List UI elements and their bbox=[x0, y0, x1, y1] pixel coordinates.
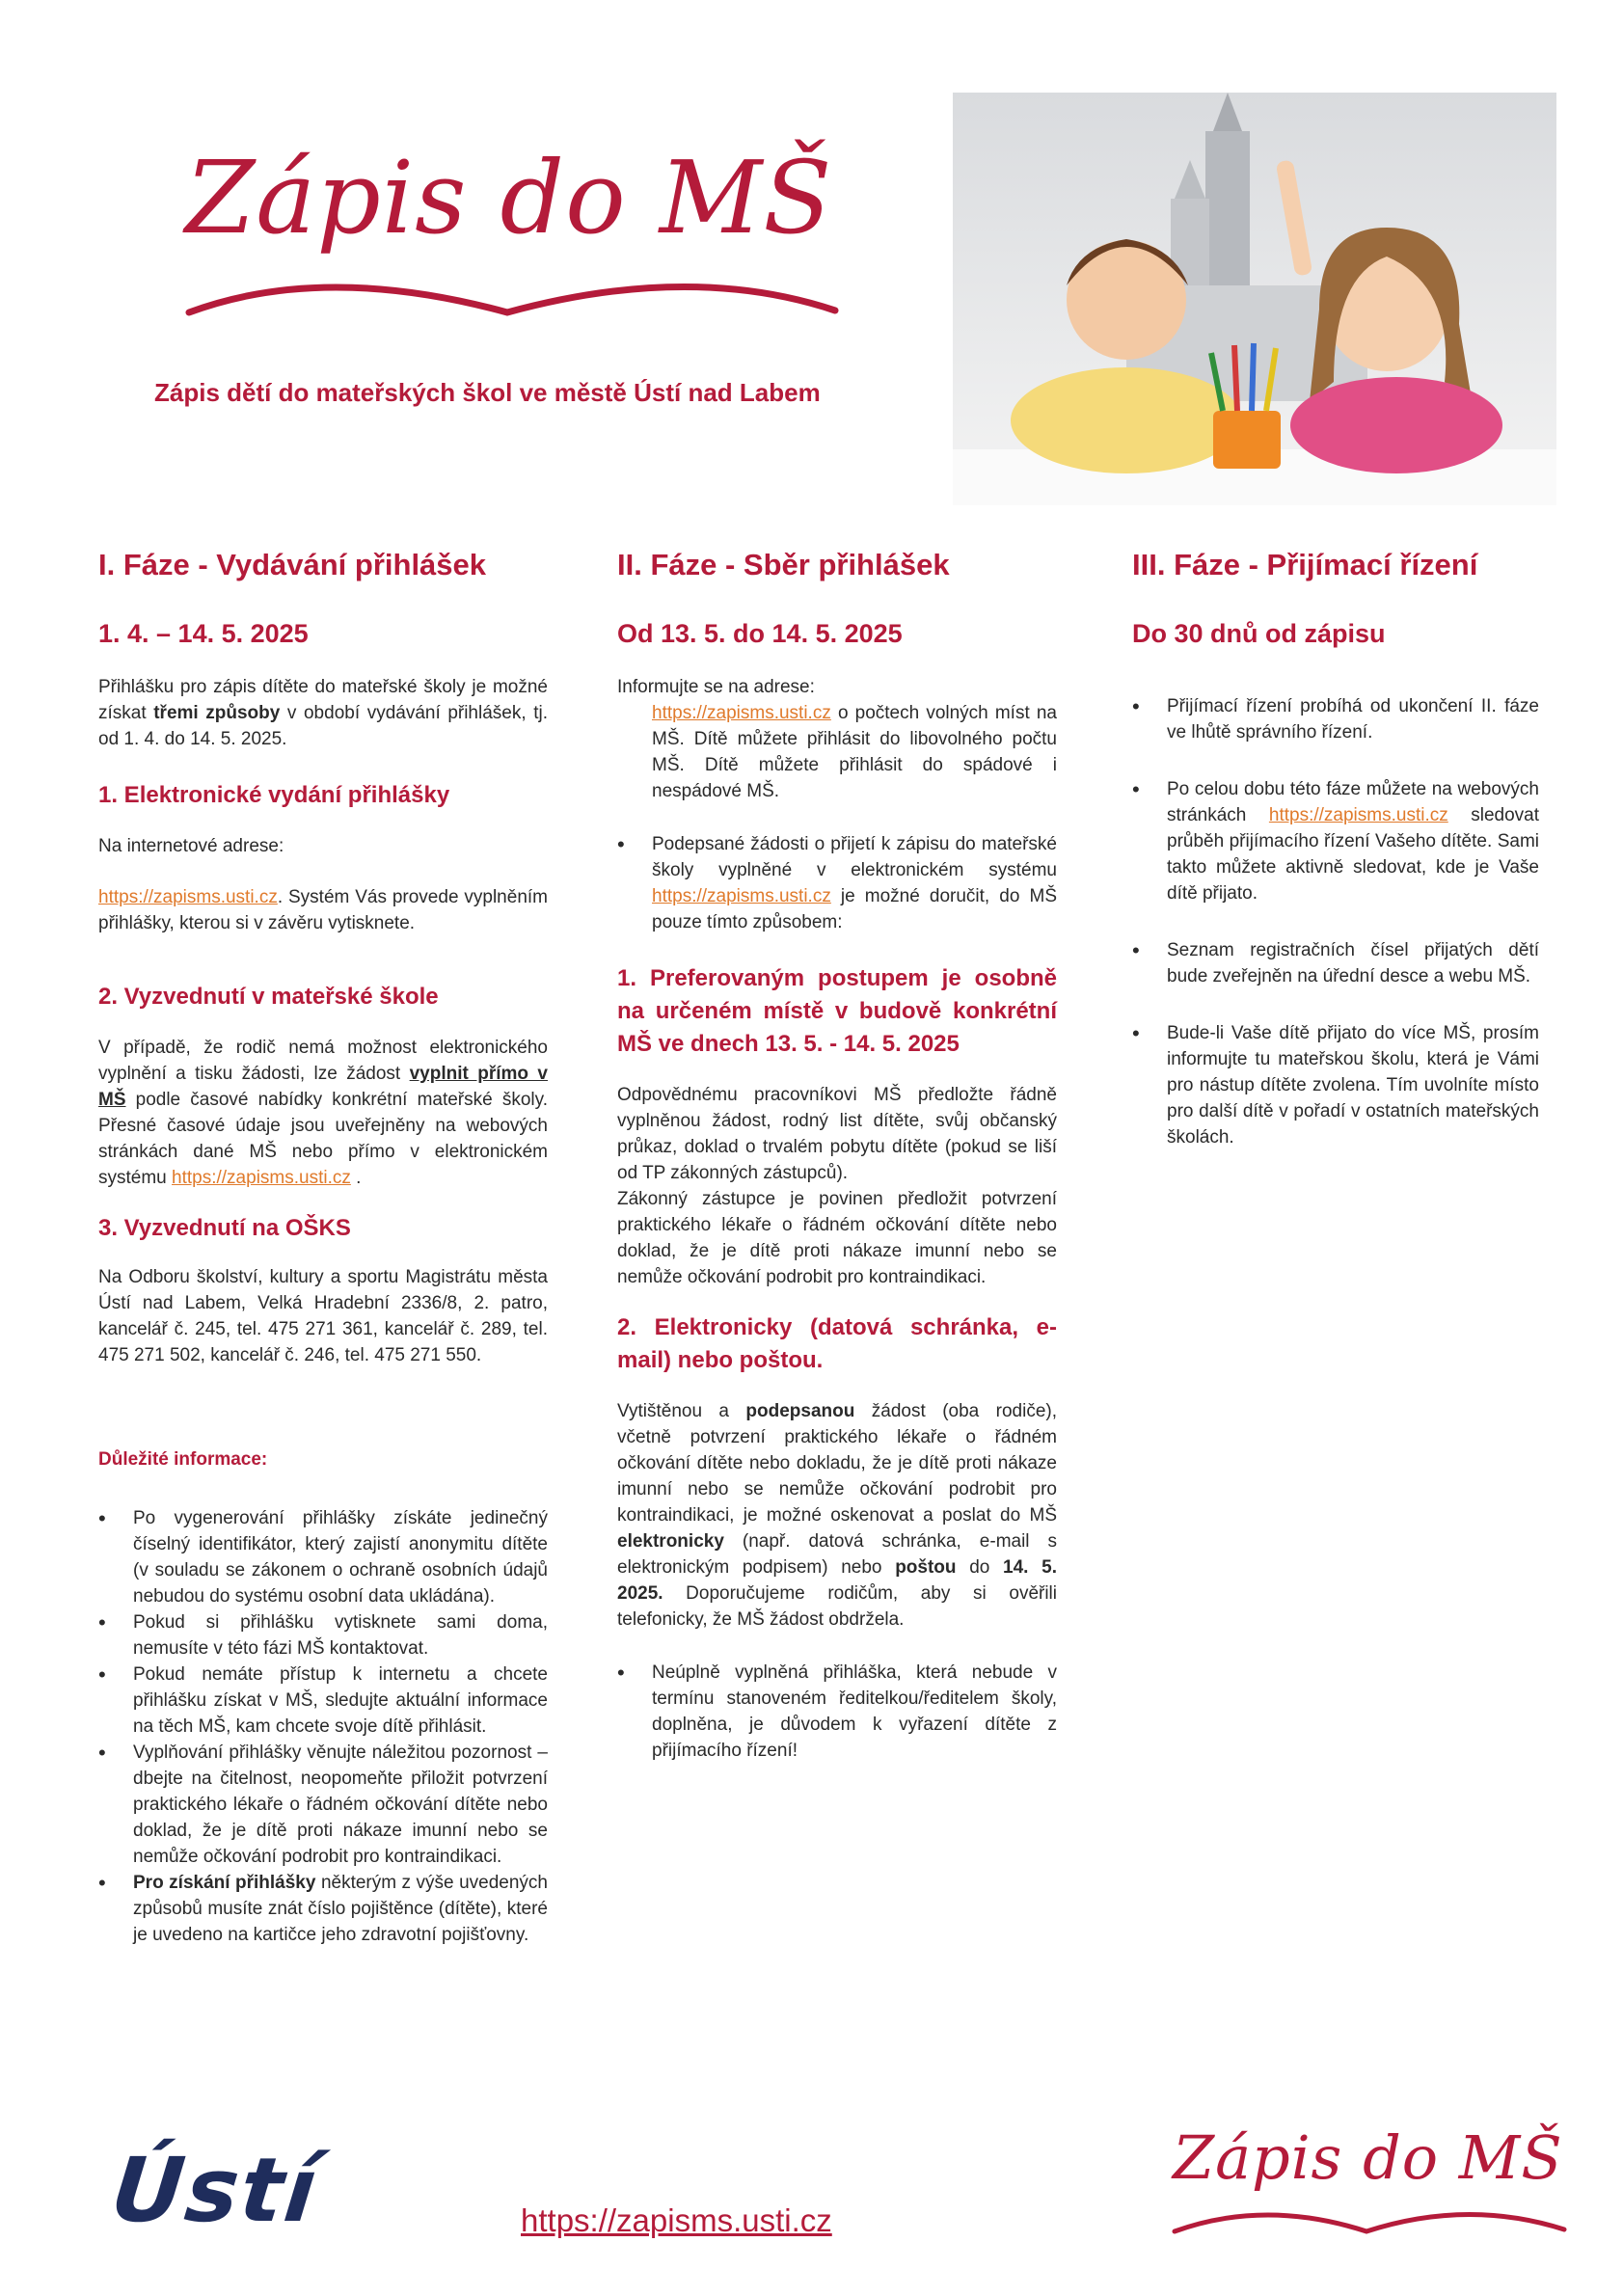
phase-3-title: III. Fáze - Přijímací řízení bbox=[1132, 548, 1478, 581]
city-logo-text: Ústí bbox=[106, 2139, 323, 2242]
section-electronic-text: Na internetové adrese: bbox=[98, 836, 284, 856]
zapisms-link[interactable]: https://zapisms.usti.cz bbox=[172, 1168, 351, 1188]
book-swoosh-icon bbox=[179, 262, 854, 330]
important-info-list bbox=[98, 1505, 548, 1948]
phase-2-date: Od 13. 5. do 14. 5. 2025 bbox=[617, 619, 903, 648]
section-personal-text: Odpovědnému pracovníkovi MŠ předložte řádně vyplněnou žádost, rodný list dítěte, svůj občanský průkaz, doklad o trvalém pobytu dítěte (pokud se liší od TP zákonných zástupců). bbox=[617, 1085, 1057, 1183]
zapisms-link[interactable]: https://zapisms.usti.cz bbox=[1268, 805, 1448, 825]
logo-text: Zápis do MŠ bbox=[185, 139, 833, 257]
list-item: • Neúplně vyplněná přihláška, která nebude v termínu stanoveném ředitelkou/ředitelem školy, doplněna, je důvodem k vyřazení dítěte z přijímacího řízení! bbox=[617, 1660, 1057, 1764]
phase-2-list bbox=[617, 831, 1057, 935]
section-pickup-ms-text: V případě, že rodič nemá možnost elektronického vyplnění a tisku žádosti, lze žádost vyplnit přímo v MŠ podle časové nabídky konkrétní mateřské školy. Přesné časové údaje jsou uveřejněny na webových stránkách dané MŠ nebo přímo v elektronickém systému https://zapisms.usti.cz . bbox=[98, 1038, 549, 1188]
important-info-title: Důležité informace: bbox=[98, 1449, 268, 1470]
phase-2-inform-detail: https://zapisms.usti.cz o počtech volných míst na MŠ. Dítě můžete přihlásit do libovolného počtu MŠ. Dítě můžete přihlásit do spádové i nespádové MŠ. bbox=[652, 703, 1057, 801]
section-pickup-ms-title: 2. Vyzvednutí v mateřské škole bbox=[98, 984, 439, 1010]
footer-logo bbox=[1169, 2120, 1574, 2245]
children-photo bbox=[953, 93, 1556, 505]
list-item: • Vyplňování přihlášky věnujte náležitou pozornost – dbejte na čitelnost, neopomeňte přiložit potvrzení praktického lékaře o řádném očkování dítěte nebo doklad, že je dítě proti nákaze imunní nebo se nemůže očkování podrobit pro kontraindikaci. bbox=[98, 1740, 548, 1870]
zapisms-link[interactable]: https://zapisms.usti.cz bbox=[652, 886, 831, 906]
list-item: • Po celou dobu této fáze můžete na webových stránkách https://zapisms.usti.cz sledovat průběh přijímacího řízení Vašeho dítěte. Sami takto můžete aktivně sledovat, kde je Vaše dítě přijato. bbox=[1132, 776, 1539, 906]
header-subtitle: Zápis dětí do mateřských škol ve městě Ústí nad Labem bbox=[154, 378, 821, 407]
section-personal-text-2: Zákonný zástupce je povinen předložit potvrzení praktického lékaře o řádném očkování dítěte nebo doklad, že je dítě proti nákaze imunní nebo se nemůže očkování podrobit pro kontraindikaci. bbox=[617, 1189, 1057, 1287]
header-logo bbox=[179, 135, 854, 338]
phase-2-title: II. Fáze - Sběr přihlášek bbox=[617, 548, 950, 581]
city-logo bbox=[106, 2139, 430, 2242]
list-item: • Přijímací řízení probíhá od ukončení II. fáze ve lhůtě správního řízení. bbox=[1132, 693, 1539, 745]
phase-3-date: Do 30 dnů od zápisu bbox=[1132, 619, 1386, 648]
column-phase-1 bbox=[98, 548, 548, 1948]
phase-2-inform: Informujte se na adrese: bbox=[617, 677, 815, 697]
phase-1-date: 1. 4. – 14. 5. 2025 bbox=[98, 619, 309, 648]
book-swoosh-icon bbox=[1169, 2199, 1574, 2241]
footer-logo-text: Zápis do MŠ bbox=[1173, 2122, 1563, 2193]
list-item: • Pro získání přihlášky některým z výše uvedených způsobů musíte znát číslo pojištěnce (dítěte), které je uvedeno na kartičce jeho zdravotní pojišťovny. bbox=[98, 1870, 548, 1948]
column-phase-3 bbox=[1132, 548, 1539, 1150]
column-phase-2 bbox=[617, 548, 1057, 1764]
section-pickup-osks-text: Na Odboru školství, kultury a sportu Magistrátu města Ústí nad Labem, Velká Hradební 2336/8, 2. patro, kancelář č. 245, tel. 475 271 361, kancelář č. 289, tel. 475 271 502, kancelář č. 246, tel. 475 271 550. bbox=[98, 1267, 548, 1365]
list-item: • Bude-li Vaše dítě přijato do více MŠ, prosím informujte tu mateřskou školu, která je Vámi pro nástup dítěte zvolena. Tím uvolníte místo pro další dítě v pořadí v ostatních mateřských školách. bbox=[1132, 1020, 1539, 1150]
section-personal-title: 1. Preferovaným postupem je osobně na určeném místě v budově konkrétní MŠ ve dnech 13. 5. - 14. 5. 2025 bbox=[617, 965, 1057, 1057]
section-electronic-title: 1. Elektronické vydání přihlášky bbox=[98, 782, 450, 808]
footer-url-link[interactable]: https://zapisms.usti.cz bbox=[521, 2202, 832, 2238]
zapisms-link[interactable]: https://zapisms.usti.cz bbox=[652, 703, 831, 723]
phase-1-intro: Přihlášku pro zápis dítěte do mateřské školy je možné získat třemi způsoby v období vydávání přihlášek, tj. od 1. 4. do 14. 5. 2025. bbox=[98, 677, 548, 749]
section-electronic-post-text: Vytištěnou a podepsanou žádost (oba rodiče), včetně potvrzení praktického lékaře o řádném očkování dítěte nebo dokladu, že je dítě proti nákaze imunní nebo se nemůže očkování podrobit pro kontraindikaci, je možné oskenovat a poslat do MŠ elektronicky (např. datová schránka, e-mail s elektronickým podpisem) nebo poštou do 14. 5. 2025. Doporučujeme rodičům, aby si ověřili telefonicky, že MŠ žádost obdržela. bbox=[617, 1401, 1057, 1630]
list-item: • Pokud nemáte přístup k internetu a chcete přihlášku získat v MŠ, sledujte aktuální informace na těch MŠ, kam chcete svoje dítě přihlásit. bbox=[98, 1661, 548, 1740]
photo-illustration bbox=[953, 93, 1556, 505]
list-item: • Seznam registračních čísel přijatých dětí bude zveřejněn na úřední desce a webu MŠ. bbox=[1132, 937, 1539, 989]
list-item: • Podepsané žádosti o přijetí k zápisu do mateřské školy vyplněné v elektronickém systému https://zapisms.usti.cz je možné doručit, do MŠ pouze tímto způsobem: bbox=[617, 831, 1057, 935]
list-item: • Po vygenerování přihlášky získáte jedinečný číselný identifikátor, který zajistí anonymitu dítěte (v souladu se zákonem o ochraně osobních údajů nebudou do systému osobní data ukládána). bbox=[98, 1505, 548, 1609]
list-item: • Pokud si přihlášku vytisknete sami doma, nemusíte v této fázi MŠ kontaktovat. bbox=[98, 1609, 548, 1661]
zapisms-link[interactable]: https://zapisms.usti.cz bbox=[98, 887, 278, 907]
phase-1-title: I. Fáze - Vydávání přihlášek bbox=[98, 548, 487, 581]
phase-2-warning-list bbox=[617, 1660, 1057, 1764]
section-electronic-post-title: 2. Elektronicky (datová schránka, e-mail) nebo poštou. bbox=[617, 1314, 1057, 1373]
phase-3-list bbox=[1132, 693, 1539, 1150]
section-pickup-osks-title: 3. Vyzvednutí na OŠKS bbox=[98, 1215, 351, 1241]
section-electronic-text-2: https://zapisms.usti.cz. Systém Vás provede vyplněním přihlášky, kterou si v závěru vytisknete. bbox=[98, 887, 548, 933]
